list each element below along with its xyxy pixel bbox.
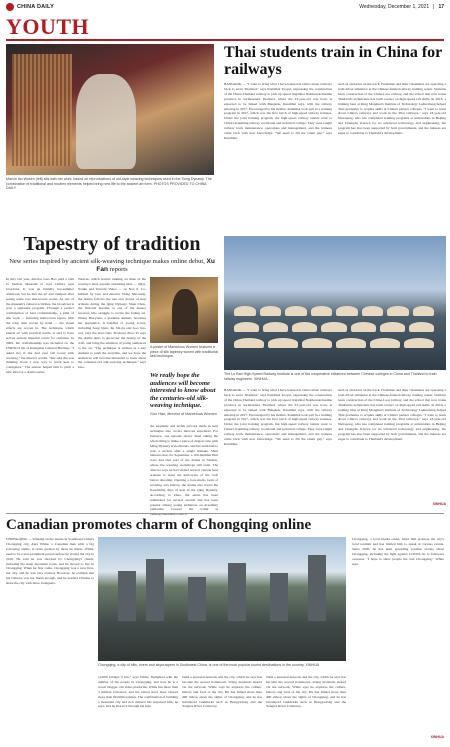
tapestry-standfirst [6,258,218,274]
china-daily-logo-icon [6,3,14,11]
tapestry-column-3: An exquisite and lavish artwork made in kesi technique also covers intricate structures. For instance, one episode shows Shen taking the whole thing to make a piece of dragon robe with Ming Dynasty style threads, and her team had to redo a section after a single mistake. Shen believes that, for September, a 100-member film crew had shot part of the drama in Suzhou, where the weaving workshops still exist. The director says he had visited several veteran kesi artisans to learn the intricacies of the craft before shooting. Opening a four-studio loom of weaving art's history, the drama also traces the flourishing days of kesi in the Qing Dynasty. According to Zhao, the series has been nominated for several awards and has been popular among young audiences on streaming platforms. Contact the writer at xufan@chinadaily.com.cn [150,424,218,517]
canada-column-3b: build a personal network and the city, which he says has become his second hometown. Using materials shared via the network, White says he explores the culture, history and food of the city. He has filmed more than 400 videos about the sights of Chongqing, and he has introduced landmarks such as Hongyadong and the Yangtze River Cableway. [266,675,346,709]
kesi-poster-photo [150,277,218,343]
tapestry-headline: Tapestry of tradition [23,233,201,255]
canada-column-1: CHONGQING — Walking on the streets in Southwest China's Chongqing city, Alex White, a Canadian man with a big following online, is often greeted by those he meets. White, used to be a non-prominent person before he visited the city in 2016. He said he was shocked by Chongqing's charm, including the steep mountain roads, and he moved to live in Chongqing. When he first came, Chongqing was a new first-tier city, and he was very excited. However, he realized that his Chinese was not fluent enough, and he learned Chinese to share the city with more foreigners. [6,537,94,586]
thai-article-byline: XINHUA [432,502,446,506]
page-header [0,0,450,14]
chongqing-caption-text: Chongqing, a city of hills, rivers and skyscrapers in Southwest China, is one of the most popular tourist destinations in the country. [98,663,305,667]
page-number: 17 [438,4,444,10]
pull-quote: We really hope the audiences will become interested to know about the centuries-old silk-weaving technique. [150,372,216,410]
tapestry-column-1 [6,277,74,509]
section-header [6,14,218,40]
canada-column-2: 14,000 bridges it has," says White. Delighted with the number of the people in Chongqing, and now he is a travel blogger. On video platforms, White has more than 3 million followers, and his videos have been viewed more than 60 million times. The combination of building a mountain city and rich cultural life surprised him, he says, and he shares it through his lens. [98,675,178,709]
tapestry-column-1-text: In July last year, director Guo Hao paid a visit to Suzhou Museum to host China's kesi broadcast. It was an initially hot-summer afternoon, but he met the art and trumped after seeing some rare silk-woven works. As one of the museum's cultural activities, the broadcast is now a signature program. Through a perfect combination of kesi craftsmanship, a kind of silk work — featuring interwoven layers, with the warp then woven by hand — the visual effects are woven in. The technique, which blends art with practical needs, is said to have served ancient imperial courts for centuries. In 2009, the craftsmanship was included on the UNESCO list of Intangible Cultural Heritage. "I asked her if she had ever felt bored with weaving," the director recalls. "She said she was thinking about a new way to teach kesi to youngsters." The answer helped him to pitch a new idea for a drama series. [6,277,74,375]
pull-quote-attribution: Guo Hao, director of Marvelous Women [150,412,217,416]
tapestry-caption-text: Marvin lan Wosen (left) sits with her work, based on reproductions of old-style weaving techniques used in the Song Dynasty. The combination of traditional and modern elements helped bring new life to the ancient art form. [6,177,212,186]
tapestry-column-2: Weaves, which started running on three of the country's most popular streaming sites — iQiyi, Youku and Tencent Video — on Nov 6. Co-helmed by Guo and director Wang Shu-neng, the drama follows the ups and downs of kesi artisans during the Qing Dynasty. Shen Chou, the fictional heroine, is one of the master weavers who struggle to revive the fading art. Zhang Hui-yuan, a graduate student, becomes her apprentice. A handful of young actors, including Song Qian, Jin Shi-jia and Gao Jun-wei, play the lead roles. Producer Zhao Yi says the drama aims to showcase the beauty of the craft, and bring the attention of young audiences to the art. "The technique is written as a key element to push the storyline, and we hope the audiences will become interested to learn about the centuries-old silk-weaving technique," says Guo. [78,277,146,370]
photo-people-row [234,338,434,348]
skyline-building [270,573,288,621]
photo-people-row [234,306,434,316]
meta-separator: | [433,4,435,10]
thai-article-headline: Thai students train in China for railways [224,44,442,78]
tapestry-caption-credit: PHOTOS PROVIDED TO CHINA DAILY [6,181,207,191]
skyline-building [146,559,164,621]
chongqing-caption-credit: XINHUA [305,663,320,667]
page-meta [359,4,444,10]
photo-people-row [234,322,434,332]
canada-article-byline: XINHUA [430,735,444,739]
railway-photo-caption [224,372,446,381]
issue-date: Wednesday, December 1, 2021 [359,4,430,10]
skyline-building [228,563,246,621]
thai-article-column-3: BANGKOK — "I want to bring what I have learned in China about railways back to serve Thailand," says Kantithat Taoyai, expressing the construction of the China-Thailand railway to pick up speed. Rajabhat Nakhonratchasima province in northeastern Thailand, where the 23-year-old was born, is expected to be linked with Bangkok, Kantithat says, with the railway entering in 2017. Encouraged by his mother, Kantithat took part in a training program in 2017, which was the first batch of high-speed railway trainees. Under the joint training program, the high-speed railway talents went to China's Kunming railway vocational and technical college. They were taught railway track maintenance, operations and management, and the trainees came back with new knowledge. "We need to fill the talent gap," says Kantithat. [224,388,332,446]
loom-shape [12,54,72,166]
tapestry-photo [6,44,214,175]
tapestry-author: Xu Fan [96,258,215,273]
weaver-figure [76,74,136,169]
tapestry-author-suffix: reports [109,266,128,273]
kesi-poster-caption: A poster of Marvelous Women features a piece of silk tapestry woven with traditional kesi technique. [150,345,218,358]
section-divider [6,39,444,41]
skyline-building [188,577,206,621]
tapestry-photo-caption [6,177,216,191]
section-title: YOUTH [6,14,90,39]
article-divider [6,513,444,514]
skyline-building [118,571,136,621]
masthead-logo [6,3,54,11]
thai-article-column-4: such as obstacles on the track. Freshmen and their classmates are operating a train driver simulator at the Chinese-funded railway training center. Students learn construction of the China-Laos railway, and the school that now trains Thailand's technicians has built contact on high-speed rail skills. In 2016, a training base at King Mongkut's Institute of Technology Ladkrabang helped Thai graduates to acquire skills at China's partner colleges. "I want to learn about China's railways and work in the Thai railways," says 23-year-old Nuttapong, who has completed training programs at universities in Beijing and Chengdu. Known for its advanced technology and engineering, the program has also been supported by both governments, and the trainees are eager to contribute to Thailand's development. [338,388,446,442]
canada-column-3: build a personal network and the city, which he says has become his second hometown. Using materials shared via the network, White says he explores the culture, history and food of the city. He has filmed more than 400 videos about the sights of Chongqing, and he has introduced landmarks such as Hongyadong and the Yangtze River Cableway. [182,675,262,709]
chongqing-skyline-photo [98,537,346,661]
poster-figure [172,289,198,335]
railway-caption-text: The Lu Ban High-Speed Railway Institute is one of the cooperative initiatives between Chinese colleges in China and Thailand to train railway engineers. [224,372,437,381]
chongqing-photo-caption [98,663,346,668]
thai-article-column-2: such as obstacles on the track. Freshmen and their classmates are operating a train driver simulator at the Chinese-funded railway training center. Students learn construction of the China-Laos railway, and the school that now trains Thailand's technicians has built contact on high-speed rail skills. In 2016, a training base at King Mongkut's Institute of Technology Ladkrabang helped Thai graduates to acquire skills at China's partner colleges. "I want to learn about China's railways and work in the Thai railways," says 23-year-old Nuttapong, who has completed training programs at universities in Beijing and Chengdu. Known for its advanced technology and engineering, the program has also been supported by both governments, and the trainees are eager to contribute to Thailand's development. [338,82,446,136]
skyline-building [308,555,326,621]
railway-caption-credit: XINHUA [253,376,268,381]
canada-article-headline: Canadian promotes charm of Chongqing online [6,517,312,533]
tapestry-subtitle: New series inspired by ancient silk-weaving technique makes online debut, [9,258,205,265]
railway-institute-photo [224,236,446,370]
thai-article-column-1: BANGKOK — "I want to bring what I have learned in China about railways back to serve Thailand," says Kantithat Taoyai, expressing the construction of the China-Thailand railway to pick up speed. Rajabhat Nakhonratchasima province in northeastern Thailand, where the 23-year-old was born, is expected to be linked with Bangkok, Kantithat says, with the railway entering in 2017. Encouraged by his mother, Kantithat took part in a training program in 2017, which was the first batch of high-speed railway trainees. Under the joint training program, the high-speed railway talents went to China's Kunming railway vocational and technical college. They were taught railway track maintenance, operations and management, and the trainees came back with new knowledge. "We need to fill the talent gap," says Kantithat. [224,82,332,140]
masthead-brand: CHINA DAILY [17,4,54,10]
canada-column-4: Chongqing, a local media outlet, helps him promote the city's local tourism and has invited him to speak at various events. Since 2020, he has been spreading positive stories about Chongqing, including the fight against COVID-19, to followers overseas. "I hope to show people the real Chongqing," White says. [352,537,444,566]
